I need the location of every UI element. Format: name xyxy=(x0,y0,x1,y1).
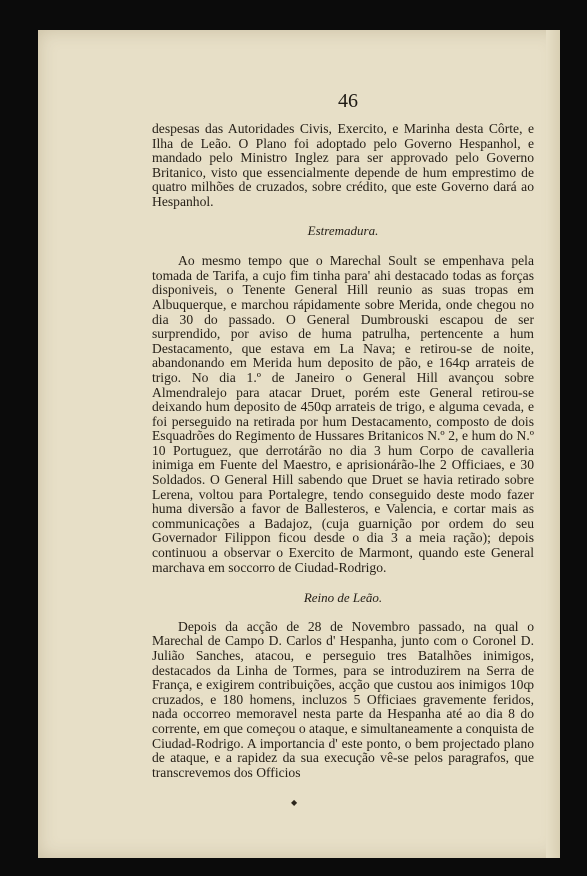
printer-ornament-mark: ◆ xyxy=(291,798,298,807)
page-content xyxy=(152,90,534,780)
paragraph-reino-de-leao: Depois da acção de 28 de Novembro passado, na qual o Marechal de Campo D. Carlos d' Hespanha, junto com o Coronel D. Julião Sanches, atacou, e perseguio tres Batalhões inimigos, destacados da Linha de Tormes, para se introduzirem na Serra de França, e exigirem contribuições, acção que custou aos inimigos 10ȹ cruzados, e 180 homens, incluzos 5 Officiaes gravemente feridos, nada occorreo memoravel nesta parte da Hespanha até ao dia 8 do corrente, em que começou o ataque, e simultaneamente a conquista de Ciudad-Rodrigo. A importancia d' este ponto, o bem projectado plano de ataque, e a rapidez da sua execução vê-se pelos paragrafos, que transcrevemos dos Officios xyxy=(152,618,534,780)
paragraph-opening: despesas das Autoridades Civis, Exercito, e Marinha desta Côrte, e Ilha de Leão. O Plano foi adoptado pelo Governo Hespanhol, e mandado pelo Ministro Inglez para ser approvado pelo Governo Britanico, visto que essencialmente depende de hum emprestimo de quatro milhões de cruzados, sobre crédito, que este Governo dará ao Hespanhol. xyxy=(152,121,534,209)
paragraph-estremadura: Ao mesmo tempo que o Marechal Soult se empenhava pela tomada de Tarifa, a cujo fim tinha para' ahi destacado todas as forças disponiveis, o Tenente General Hill reunio as suas tropas em Albuquerque, e marchou rápidamente sobre Merida, onde chegou no dia 30 do passado. O General Dumbrouski escapou de ser surprendido, por aviso de huma patrulha, pertencente a hum Destacamento, que estava em La Nava; e retirou-se de noite, abandonando em Merida hum deposito de pão, e 164ȹ arrateis de trigo. No dia 1.º de Janeiro o General Hill avançou sobre Almendralejo para atacar Druet, porém este General retirou-se deixando hum deposito de 450ȹ arrateis de trigo, e alguma cevada, e foi perseguido na retirada por hum Destacamento, composto de dois Esquadrões do Regimento de Hussares Britanicos N.º 2, e hum do N.º 10 Portuguez, que derrotárão no dia 3 hum Corpo de cavalleria inimiga em Fuente del Maestro, e aprisionárão-lhe 2 Officiaes, e 30 Soldados. O General Hill sabendo que Druet se havia retirado sobre Lerena, voltou para Portalegre, tendo conseguido deste modo fazer huma diversão a favor de Ballesteros, e Valencia, e cortar mais as communicações a Badajoz, (cuja guarnição por ordem do seu Governador Filippon ficou desde o dia 3 a meia ração); depois continuou a observar o Exercito de Marmont, quando este General marchava em soccorro de Ciudad-Rodrigo. xyxy=(152,253,534,575)
section-heading-estremadura: Estremadura. xyxy=(307,222,379,238)
page-number: 46 xyxy=(338,90,358,112)
section-heading-reino-de-leao: Reino de Leão. xyxy=(303,590,383,606)
document-page xyxy=(38,30,560,858)
page-edge xyxy=(546,30,560,858)
